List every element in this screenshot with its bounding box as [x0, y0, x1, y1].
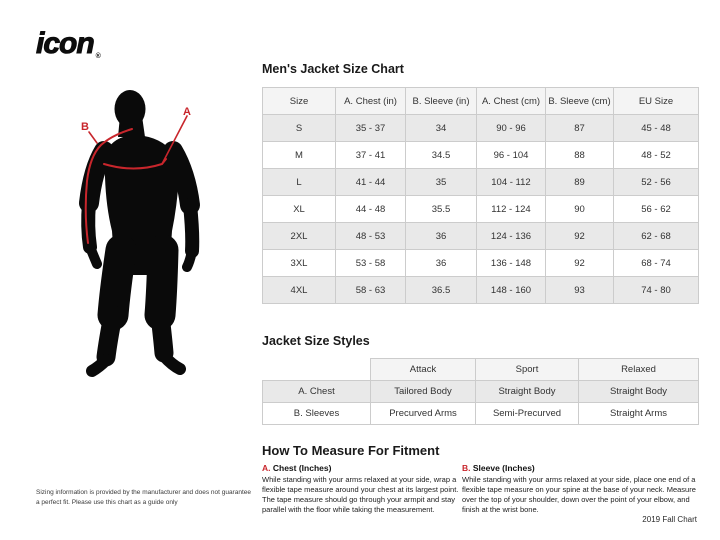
table-cell: 124 - 136	[477, 223, 546, 250]
column-header-size: Size	[263, 88, 336, 115]
table-cell: 36	[406, 223, 477, 250]
figure-label-b: B	[81, 121, 89, 133]
table-cell: 35	[406, 169, 477, 196]
table-cell: 45 - 48	[614, 115, 699, 142]
table-cell: 52 - 56	[614, 169, 699, 196]
table-cell: 35.5	[406, 196, 477, 223]
sleeve-label-text: Sleeve (Inches)	[472, 463, 535, 473]
column-header-chest-cm: A. Chest (cm)	[477, 88, 546, 115]
table-cell: 136 - 148	[477, 250, 546, 277]
chart-version-label: 2019 Fall Chart	[642, 515, 697, 524]
size-row-4xl	[263, 277, 699, 304]
table-cell: 92	[546, 223, 614, 250]
sleeve-measure-instructions	[462, 463, 700, 515]
column-header-sport: Sport	[476, 359, 579, 381]
table-cell: S	[263, 115, 336, 142]
chest-instructions-text: While standing with your arms relaxed at your side, wrap a flexible tape measure around your chest at its largest point. The tape measure should go through your armpit and stay parallel with the floor while taking the measurement.	[262, 475, 459, 514]
table-cell: 58 - 63	[336, 277, 406, 304]
table-cell: 90	[546, 196, 614, 223]
styles-header-row	[263, 359, 699, 381]
table-cell: 88	[546, 142, 614, 169]
column-header-eu-size: EU Size	[614, 88, 699, 115]
chest-measure-instructions	[262, 463, 459, 515]
size-row-m	[263, 142, 699, 169]
sleeve-label-letter: B.	[462, 463, 471, 473]
column-header-sleeve-in: B. Sleeve (in)	[406, 88, 477, 115]
table-cell: 53 - 58	[336, 250, 406, 277]
styles-row-sleeves	[263, 403, 699, 425]
size-row-s	[263, 115, 699, 142]
table-cell: 2XL	[263, 223, 336, 250]
table-cell: 44 - 48	[336, 196, 406, 223]
mens-jacket-size-table	[262, 87, 699, 304]
table-cell: Straight Body	[476, 381, 579, 403]
column-header-chest-in: A. Chest (in)	[336, 88, 406, 115]
size-row-l	[263, 169, 699, 196]
column-header-sleeve-cm: B. Sleeve (cm)	[546, 88, 614, 115]
table-cell: 35 - 37	[336, 115, 406, 142]
chest-instructions-label	[262, 463, 459, 473]
size-chart-title: Men's Jacket Size Chart	[262, 62, 404, 76]
label-b-pointer-line	[89, 132, 97, 143]
row-header-chest: A. Chest	[263, 381, 371, 403]
style-chart-title: Jacket Size Styles	[262, 334, 370, 348]
table-cell: 4XL	[263, 277, 336, 304]
table-cell: XL	[263, 196, 336, 223]
table-cell: 34	[406, 115, 477, 142]
empty-corner-cell	[263, 359, 371, 381]
figure-label-a: A	[183, 106, 191, 118]
table-cell: 92	[546, 250, 614, 277]
table-cell: Tailored Body	[371, 381, 476, 403]
table-cell: 90 - 96	[477, 115, 546, 142]
table-cell: Semi-Precurved	[476, 403, 579, 425]
table-cell: 36.5	[406, 277, 477, 304]
size-row-xl	[263, 196, 699, 223]
table-cell: 48 - 53	[336, 223, 406, 250]
table-cell: 74 - 80	[614, 277, 699, 304]
table-cell: 56 - 62	[614, 196, 699, 223]
sleeve-instructions-text: While standing with your arms relaxed at your side, place one end of a flexible tape measure on your spine at the base of your neck. Measure over the top of your shoulder, down over the point of your elbow, and finish at the wrist bone.	[462, 475, 696, 514]
table-cell: 87	[546, 115, 614, 142]
size-table-header-row	[263, 88, 699, 115]
table-cell: 112 - 124	[477, 196, 546, 223]
size-row-2xl	[263, 223, 699, 250]
registered-trademark-icon: ®	[95, 53, 101, 60]
disclaimer-text: Sizing information is provided by the manufacturer and does not guarantee a perfect fit. Please use this chart as a guide only	[36, 489, 251, 507]
logo-text: icon	[36, 27, 94, 60]
row-header-sleeves: B. Sleeves	[263, 403, 371, 425]
table-cell: 148 - 160	[477, 277, 546, 304]
table-cell: 89	[546, 169, 614, 196]
table-cell: 41 - 44	[336, 169, 406, 196]
jacket-size-styles-table	[262, 358, 699, 425]
table-cell: Straight Body	[579, 381, 699, 403]
chest-label-letter: A.	[262, 463, 271, 473]
table-cell: Precurved Arms	[371, 403, 476, 425]
sleeve-instructions-label	[462, 463, 700, 473]
table-cell: 37 - 41	[336, 142, 406, 169]
size-row-3xl	[263, 250, 699, 277]
icon-brand-logo	[36, 27, 99, 61]
table-cell: 36	[406, 250, 477, 277]
table-cell: 62 - 68	[614, 223, 699, 250]
table-cell: Straight Arms	[579, 403, 699, 425]
column-header-relaxed: Relaxed	[579, 359, 699, 381]
table-cell: 3XL	[263, 250, 336, 277]
column-header-attack: Attack	[371, 359, 476, 381]
table-cell: 68 - 74	[614, 250, 699, 277]
fitment-title: How To Measure For Fitment	[262, 443, 440, 458]
table-cell: M	[263, 142, 336, 169]
styles-row-chest	[263, 381, 699, 403]
male-silhouette-figure	[52, 85, 237, 385]
table-cell: 96 - 104	[477, 142, 546, 169]
chest-label-text: Chest (Inches)	[272, 463, 332, 473]
table-cell: L	[263, 169, 336, 196]
table-cell: 104 - 112	[477, 169, 546, 196]
table-cell: 34.5	[406, 142, 477, 169]
table-cell: 48 - 52	[614, 142, 699, 169]
table-cell: 93	[546, 277, 614, 304]
